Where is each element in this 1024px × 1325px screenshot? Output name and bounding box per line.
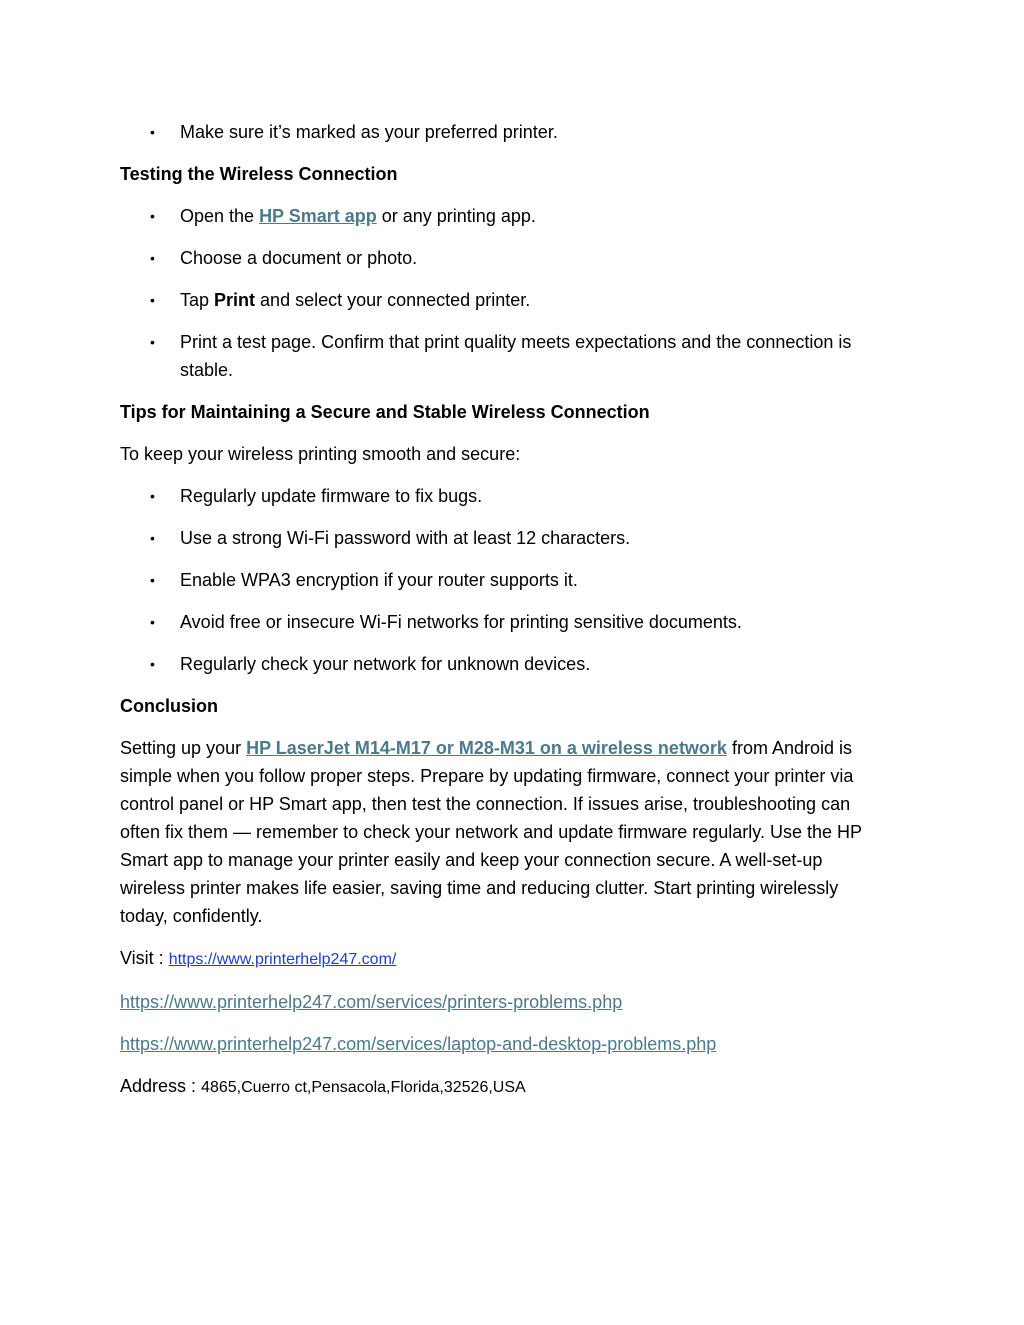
list-item-text-pre: Tap xyxy=(180,290,215,310)
bullet-icon: • xyxy=(150,530,155,546)
section-heading-tips: Tips for Maintaining a Secure and Stable Wireless Connection xyxy=(120,402,650,422)
list-item-text-post: and select your connected printer. xyxy=(255,290,531,310)
list-item xyxy=(120,286,890,314)
bullet-icon: • xyxy=(150,656,155,672)
printers-problems-link[interactable]: https://www.printerhelp247.com/services/printers-problems.php xyxy=(120,992,623,1012)
address-label: Address : xyxy=(120,1076,202,1096)
list-item xyxy=(120,650,890,678)
list-item xyxy=(120,244,890,272)
bullet-icon: • xyxy=(150,292,155,308)
list-item-text: Print a test page. Confirm that print quality meets expectations and the connection is stable. xyxy=(180,332,852,380)
bullet-icon: • xyxy=(150,614,155,630)
laserjet-wireless-link[interactable]: HP LaserJet M14-M17 or M28-M31 on a wireless network xyxy=(246,738,727,758)
list-item xyxy=(120,524,890,552)
list-item-bold: Print xyxy=(214,290,256,310)
homepage-link[interactable]: https://www.printerhelp247.com/ xyxy=(168,951,397,968)
list-item xyxy=(120,566,890,594)
list-item-text: Avoid free or insecure Wi-Fi networks for printing sensitive documents. xyxy=(180,612,742,632)
address-line xyxy=(120,1072,890,1102)
printers-problems-line xyxy=(120,988,890,1016)
tips-intro: To keep your wireless printing smooth and secure: xyxy=(120,444,521,464)
bullet-icon: • xyxy=(150,250,155,266)
section-heading-conclusion: Conclusion xyxy=(120,696,218,716)
visit-line xyxy=(120,944,890,974)
bullet-icon: • xyxy=(150,124,155,140)
list-item xyxy=(120,608,890,636)
list-item-text-pre: Open the xyxy=(180,206,260,226)
list-item-text: Regularly update firmware to fix bugs. xyxy=(180,486,483,506)
visit-label: Visit : xyxy=(120,948,169,968)
conclusion-text-pre: Setting up your xyxy=(120,738,247,758)
address-value: 4865,Cuerro ct,Pensacola,Florida,32526,USA xyxy=(201,1079,526,1096)
list-item xyxy=(120,118,890,146)
bullet-icon: • xyxy=(150,208,155,224)
conclusion-paragraph xyxy=(120,734,890,930)
laptop-problems-line xyxy=(120,1030,890,1058)
section-heading-testing: Testing the Wireless Connection xyxy=(120,164,398,184)
list-item xyxy=(120,328,890,384)
list-item-text: Make sure it’s marked as your preferred printer. xyxy=(180,122,558,142)
bullet-list-preferred xyxy=(120,118,890,146)
bullet-list-tips xyxy=(120,482,890,678)
list-item-text-post: or any printing app. xyxy=(376,206,536,226)
conclusion-text-post: from Android is simple when you follow proper steps. Prepare by updating firmware, connect your printer via control panel or HP Smart app, then test the connection. If issues arise, troubleshooting can often fix them — remember to check your network and update firmware regularly. Use the HP Smart app to manage your printer easily and keep your connection secure. A well-set-up wireless printer makes life easier, saving time and reducing clutter. Start printing wirelessly today, confidently. xyxy=(120,738,862,926)
hp-smart-app-link[interactable]: HP Smart app xyxy=(259,206,377,226)
list-item-text: Choose a document or photo. xyxy=(180,248,418,268)
list-item-text: Use a strong Wi-Fi password with at least 12 characters. xyxy=(180,528,631,548)
document-content xyxy=(120,118,890,1116)
bullet-icon: • xyxy=(150,488,155,504)
laptop-desktop-problems-link[interactable]: https://www.printerhelp247.com/services/laptop-and-desktop-problems.php xyxy=(120,1034,717,1054)
list-item xyxy=(120,482,890,510)
bullet-icon: • xyxy=(150,334,155,350)
list-item-text: Enable WPA3 encryption if your router supports it. xyxy=(180,570,578,590)
bullet-icon: • xyxy=(150,572,155,588)
list-item-text: Regularly check your network for unknown devices. xyxy=(180,654,591,674)
bullet-list-testing xyxy=(120,202,890,384)
list-item xyxy=(120,202,890,230)
